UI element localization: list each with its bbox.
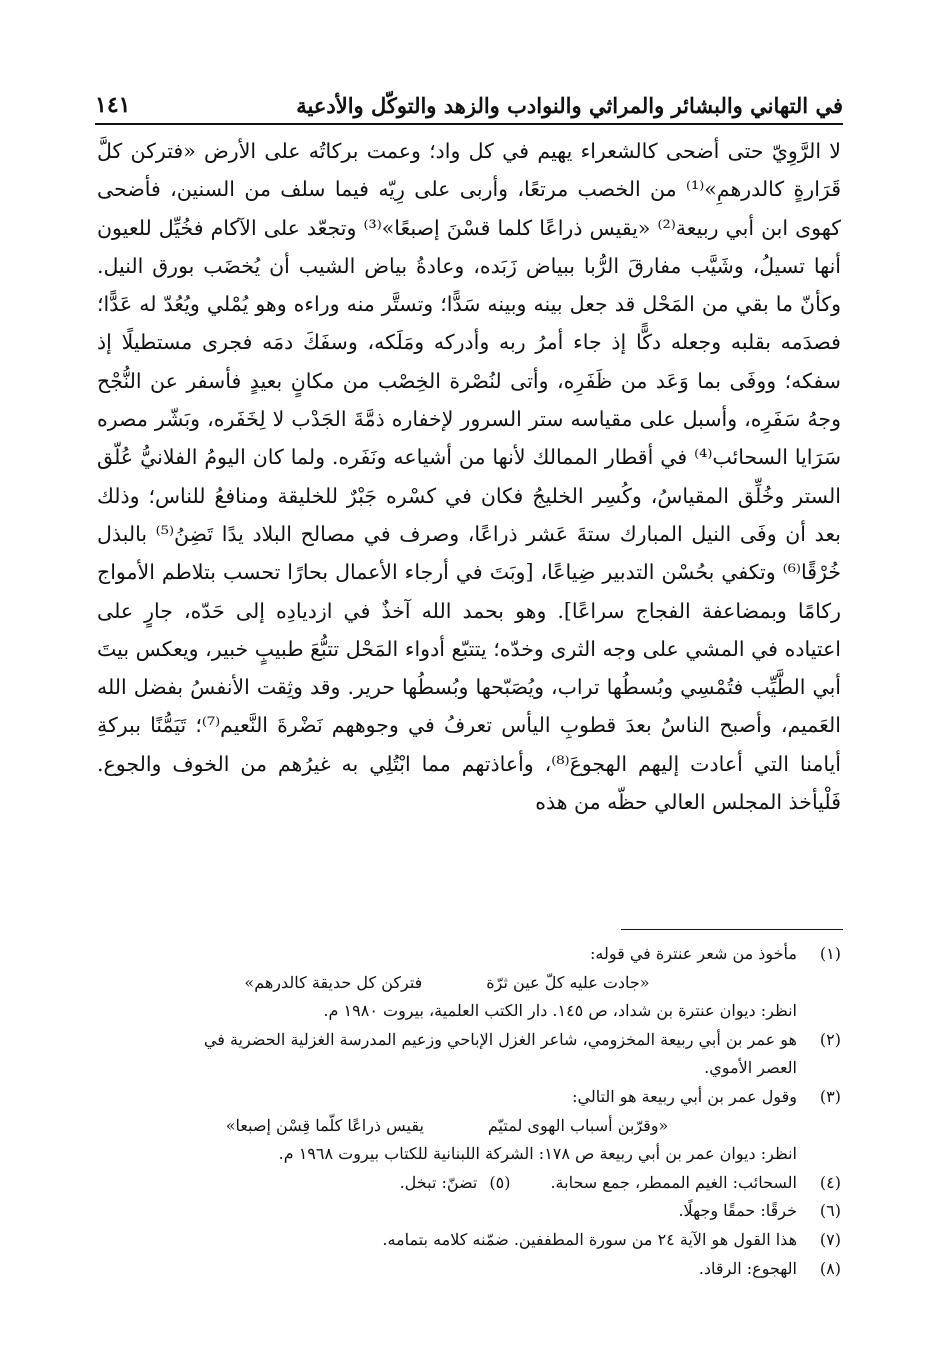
page-number: ١٤١ — [95, 92, 131, 118]
footnote-7 — [97, 1226, 841, 1255]
footnote-text: هذا القول هو الآية ٢٤ من سورة المطففين. ضمّنه كلامه بتمامه. — [382, 1229, 797, 1249]
footnote-number: (١) — [819, 944, 841, 963]
footnote-text: الهجوع: الرقاد. — [698, 1258, 797, 1278]
footnote-text: العصر الأموي. — [704, 1058, 797, 1078]
verse-second-hemistich: فتركن كل حديقة كالدرهم» — [244, 972, 423, 992]
body-paragraph: لا الرَّوِيّ حتى أضحى كالشعراء يهيم في كل واد؛ وعمت بركاتُه على الأرض «فتركن كلَّ قَرَارةٍ كالدرهمِ»⁽¹⁾ من الخصب مرتعًا، وأربى على رِيّه فيما سلف من السنين، فأضحى كهوى ابن أبي ربيعة⁽²⁾ «يقيس ذراعًا كلما قسْنَ إصبعًا»⁽³⁾ وتجعّد على الآكام فخُيِّل للعيون أنها تسيلُ، وشَيَّب مفارقَ الرُّبا ببياض زَبَده، وعادةُ بياض الشيب أن يُخضَب بورق النيل. وكأنّ ما بقي من المَحْل قد جعل بينه وبينه سَدًّا؛ وتستَّر منه وراءه وهو يُمْلي ويُعُدّ له عَدًّا؛ فصدَمه بقلبه وجعله دكًّا إذ جاء أمرُ ربه وأدركه ومَلَكه، وسفَكَ دمَه فجرى مستطيلًا إذ سفكه؛ ووفَى بما وَعَد من ظَفَرِه، وأتى لنُصْرة الخِصْب من مكانٍ بعيدٍ فأسفر عن النُّجْح وجهُ سَفَرِه، وأسبل على مقياسه ستر السرور لإخفاره ذمَّةَ الجَدْب لا لِخَفَره، وبَشّر مصره سَرَايا السحائب⁽⁴⁾ في أقطار الممالك لأنها من أشياعه ونَفَره. ولما كان اليومُ الفلانيُّ عُلّق الستر وخُلِّق المقياسُ، وكُسِر الخليجُ فكان في كسْره جَبْرٌ للخليقة ومنافعُ للناس؛ وذلك بعد أن وفَى النيل المبارك ستةَ عَشر ذراعًا، وصرف في مصالح البلاد يدًا تَضِنُ⁽⁵⁾ بالبذل خُرْقًا⁽⁶⁾ وتكفي بحُسْن التدبير ضِياعًا، [وبَتَ في أرجاء الأعمال بحارًا تحسب بتلاطم الأمواج ركامًا وبمضاعفة الفجاج سراعًا]. وهو بحمد الله آخذٌ في ازديادِه إلى حَدّه، جارٍ على اعتياده في المشي على وجه الثرى وخدّه؛ يتتبّع أدواء المَحْل تتبُّعَ طبيبٍ خبير، ويعكس بيتَ أبي الطَّيِّب فتُمْسِي وبُسطُها تراب، ويُصَبّحها وبُسطُها حرير. وقد وثِقت الأنفسُ بفضل الله العَميم، وأصبح الناسُ بعدَ قطوبِ اليأس تعرفُ في وجوههم نَضْرةَ النَّعيم⁽⁷⁾؛ تَيَمُّنًا ببركةِ أيامنا التي أعادت إليهم الهجوعَ⁽⁸⁾، وأعاذتهم مما ابْتُلِي به غيرُهم من الخوف والجوع. فَلْيأخذ المجلس العالي حظّه من هذه — [97, 139, 841, 815]
footnote-number: (٧) — [819, 1229, 841, 1249]
footnote-reference: انظر: ديوان عمر بن أبي ربيعة ص ١٧٨: الشركة اللبنانية للكتاب بيروت ١٩٦٨ م. — [278, 1144, 797, 1164]
poem-verse — [97, 1112, 797, 1141]
verse-second-hemistich: يقيس ذراعًا كلّما قِسْن إصبعا» — [225, 1115, 424, 1135]
verse-first-hemistich: «جادت عليه كلّ عين ثرّة — [486, 972, 650, 992]
main-text — [97, 132, 841, 821]
footnote-2 — [97, 1026, 841, 1083]
footnote-text: هو عمر بن أبي ربيعة المخزومي، شاعر الغزل الإباحي وزعيم المدرسة الغزلية الحضرية في — [203, 1029, 797, 1049]
running-title: في التهاني والبشائر والمراثي والنوادب والزهد والتوكّل والأدعية — [296, 93, 843, 118]
footnote-5-text: تضنّ: تبخل. — [399, 1172, 478, 1192]
footnote-number: (٦) — [819, 1201, 841, 1221]
footnote-8 — [97, 1255, 841, 1284]
footnote-5-number: (٥) — [489, 1172, 511, 1192]
footnote-1 — [97, 940, 841, 1026]
footnote-text: مأخوذ من شعر عنترة في قوله: — [589, 944, 797, 963]
footnote-text: وقول عمر بن أبي ربيعة هو التالي: — [572, 1086, 797, 1106]
footnote-4-text: السحائب: الغيم الممطر، جمع سحابة. — [550, 1172, 797, 1192]
footnote-rule — [621, 929, 843, 930]
footnote-reference: انظر: ديوان عنترة بن شداد، ص ١٤٥. دار الكتب العلمية، بيروت ١٩٨٠ م. — [323, 1001, 797, 1021]
page-header — [95, 78, 843, 118]
footnotes — [97, 940, 841, 1283]
footnote-number: (٤) — [819, 1172, 841, 1192]
footnote-number: (٣) — [819, 1086, 841, 1106]
poem-verse — [97, 969, 797, 998]
verse-first-hemistich: «وقرّبن أسباب الهوى لمتيّم — [487, 1115, 669, 1135]
footnote-3 — [97, 1083, 841, 1169]
footnote-6 — [97, 1197, 841, 1226]
footnote-number: (٢) — [819, 1029, 841, 1049]
header-rule — [95, 123, 843, 125]
footnote-4-5-row — [97, 1169, 841, 1198]
footnote-text: خرقًا: حمقًا وجهلًا. — [678, 1201, 797, 1221]
footnote-number: (٨) — [819, 1258, 841, 1278]
